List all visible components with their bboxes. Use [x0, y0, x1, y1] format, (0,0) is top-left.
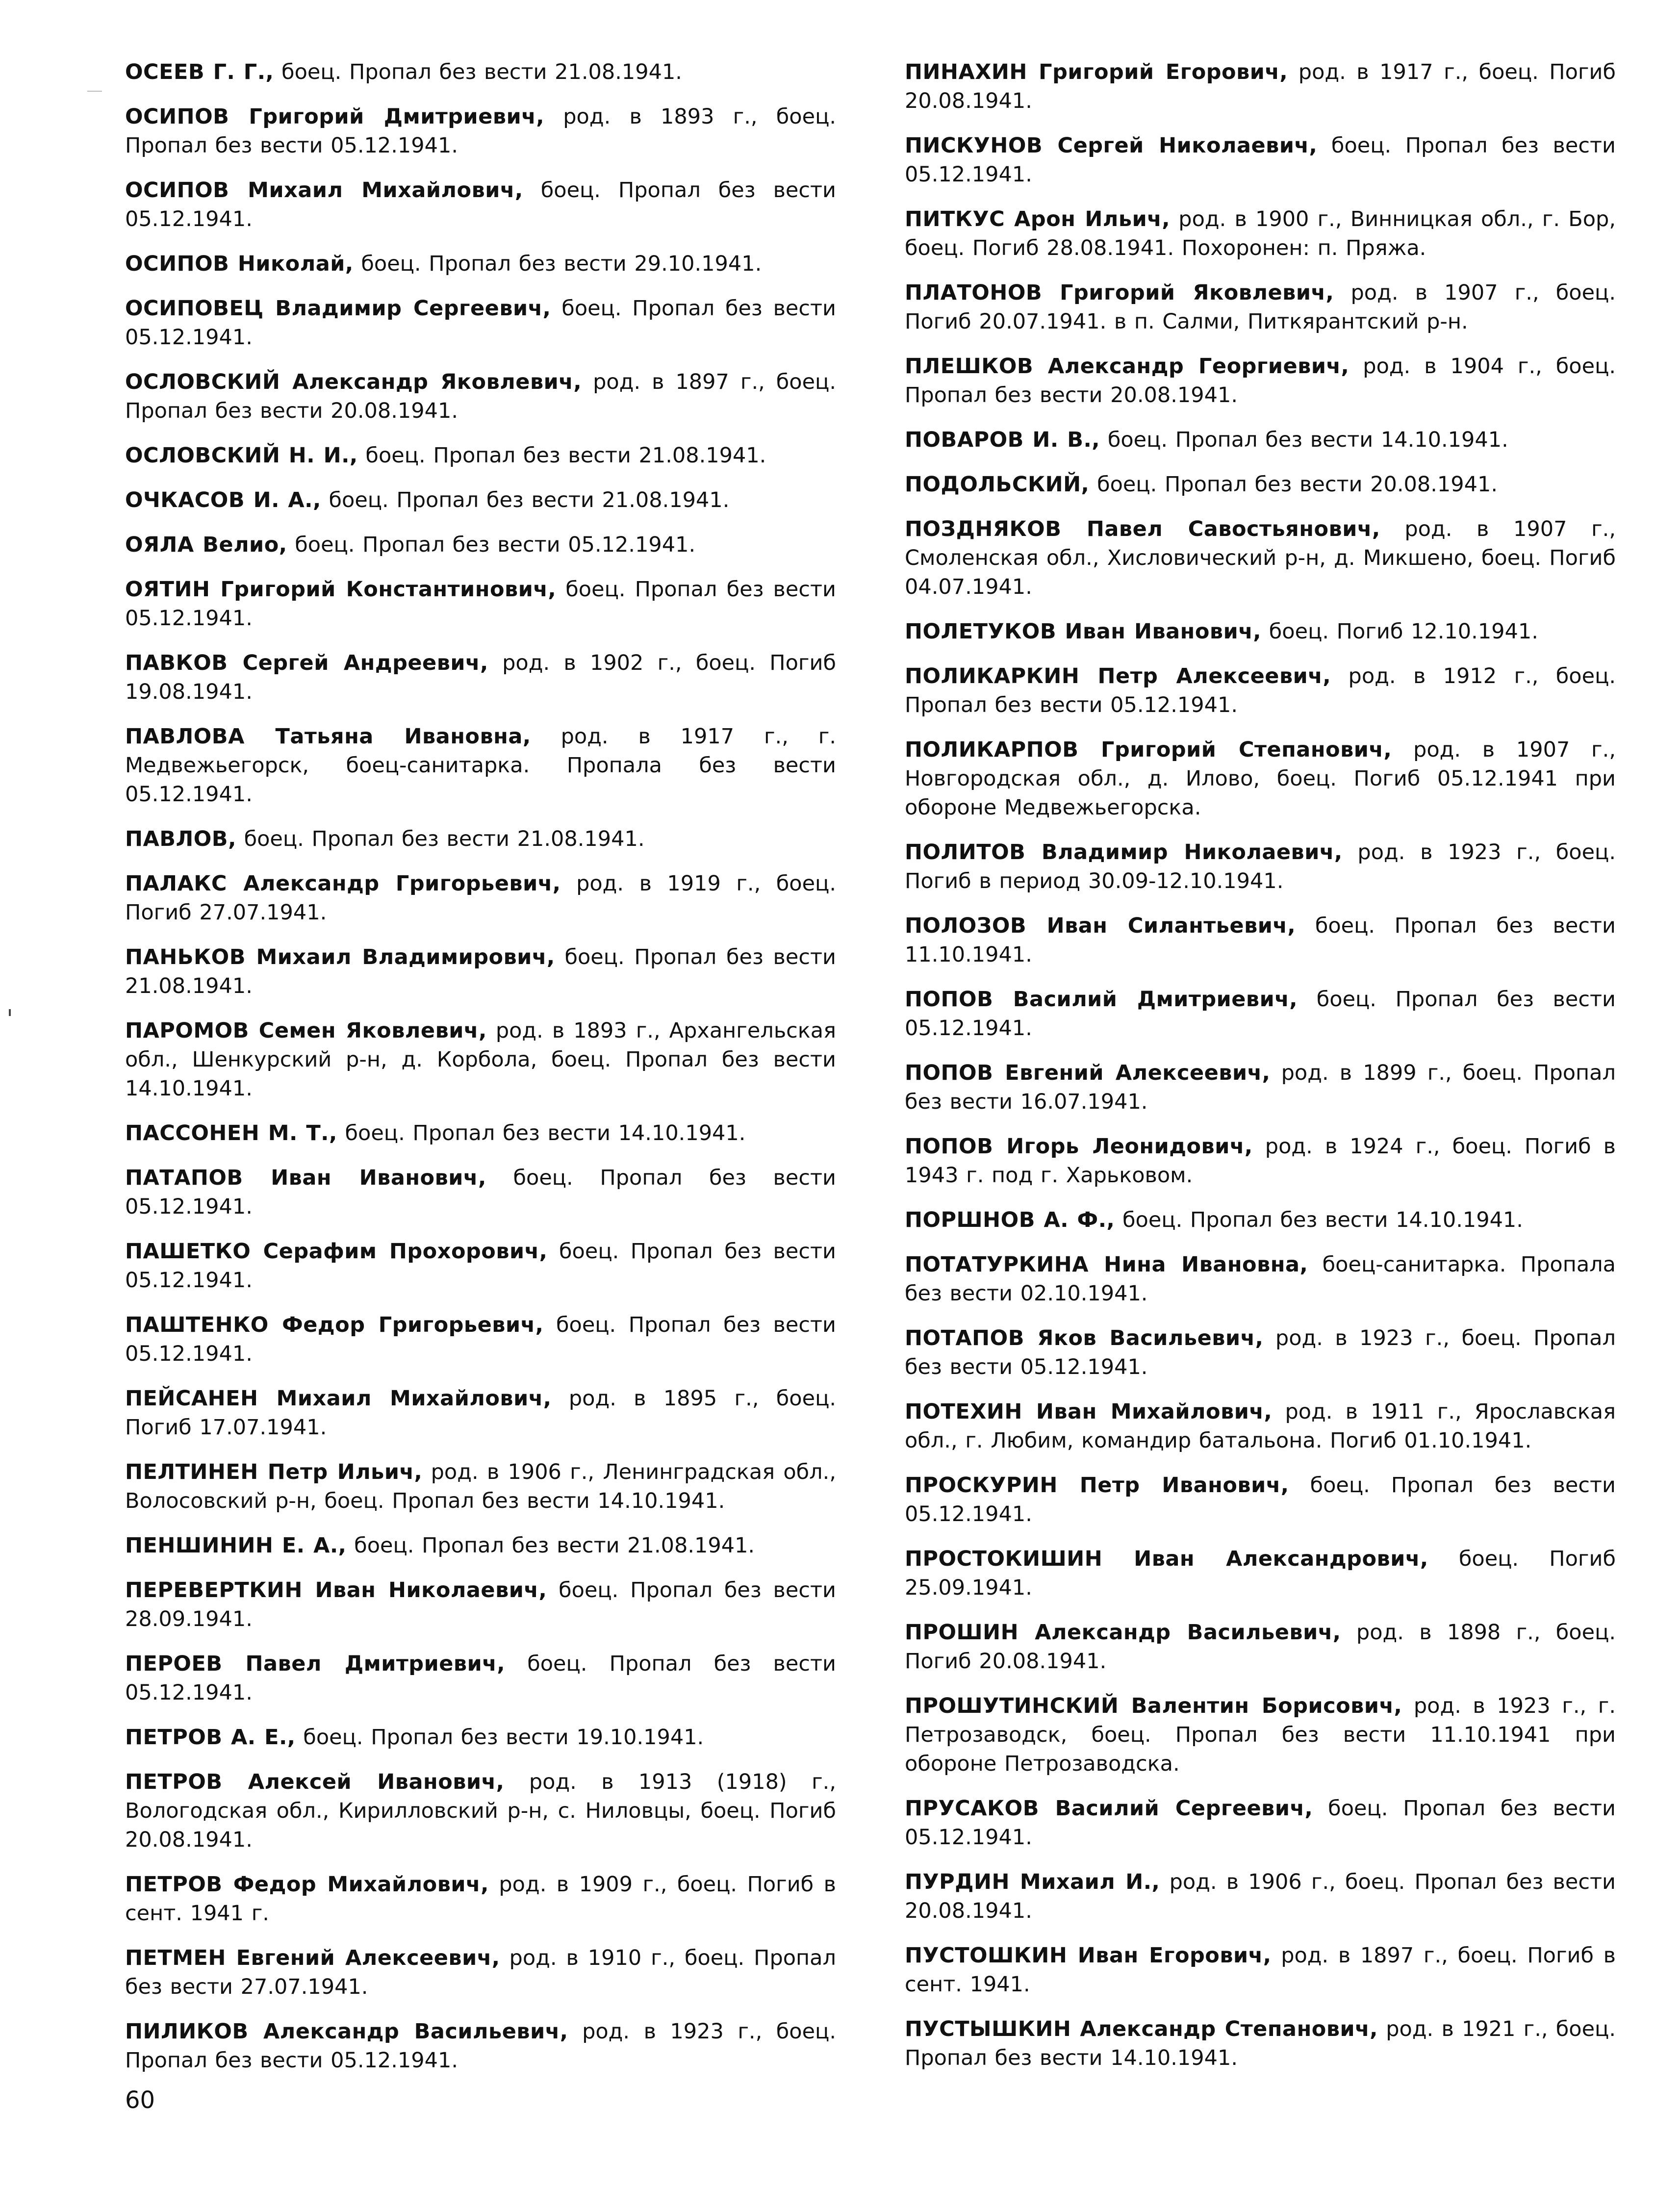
memorial-entry — [905, 515, 1616, 602]
memorial-entry — [905, 1618, 1616, 1676]
memorial-entry — [905, 1059, 1616, 1117]
memorial-entry — [125, 176, 836, 234]
entry-name: ОСИПОВ Михаил Михайлович, — [125, 178, 523, 203]
entry-details: род. в 1923 г., г. Петрозаводск, боец. Пропал без вести 11.10.1941 при обороне Петрозаводска. — [905, 1694, 1616, 1776]
memorial-entry — [125, 531, 836, 559]
entry-details: род. в 1895 г., боец. Погиб 17.07.1941. — [125, 1386, 837, 1440]
memorial-entry — [125, 1531, 836, 1560]
memorial-entry — [905, 736, 1616, 822]
scan-mark — [87, 91, 102, 92]
entry-details: род. в 1912 г., боец. Пропал без вести 05.12.1941. — [905, 664, 1616, 717]
entry-name: ОЯЛА Велио, — [125, 533, 287, 557]
entry-details: боец. Пропал без вести 11.10.1941. — [905, 914, 1616, 967]
entry-name: ПАТАПОВ Иван Иванович, — [125, 1166, 486, 1190]
entry-details: род. в 1917 г., г. Медвежьегорск, боец-санитарка. Пропала без вести 05.12.1941. — [125, 724, 837, 807]
memorial-entry — [905, 205, 1616, 263]
memorial-entry — [905, 1471, 1616, 1529]
entry-name: ПЕТМЕН Евгений Алексеевич, — [125, 1946, 500, 1970]
entry-details: род. в 1921 г., боец. Пропал без вести 14.10.1941. — [905, 2017, 1616, 2070]
memorial-entry — [905, 1132, 1616, 1190]
entry-name: ПАЛАКС Александр Григорьевич, — [125, 871, 561, 896]
entry-details: род. в 1897 г., боец. Пропал без вести 20.08.1941. — [125, 370, 836, 423]
entry-name: ПЕЛТИНЕН Петр Ильич, — [125, 1460, 423, 1484]
entry-details: боец. Пропал без вести 05.12.1941. — [905, 1473, 1616, 1526]
memorial-entry — [125, 1870, 836, 1928]
entry-name: ПОТАТУРКИНА Нина Ивановна, — [905, 1252, 1308, 1277]
entry-name: ПЕРОЕВ Павел Дмитриевич, — [125, 1652, 506, 1676]
entry-details: род. в 1907 г., Смоленская обл., Хисловический р-н, д. Микшено, боец. Погиб 04.07.1941. — [905, 517, 1616, 599]
entry-name: ПЕРЕВЕРТКИН Иван Николаевич, — [125, 1578, 547, 1602]
memorial-entry — [905, 985, 1616, 1043]
entry-name: ПАШТЕНКО Федор Григорьевич, — [125, 1313, 544, 1337]
entry-name: ПАВЛОВА Татьяна Ивановна, — [125, 724, 531, 749]
entry-details: род. в 1924 г., боец. Погиб в 1943 г. под г. Харьковом. — [905, 1134, 1616, 1188]
entry-details: род. в 1917 г., боец. Погиб 20.08.1941. — [905, 60, 1616, 113]
entry-name: ПИНАХИН Григорий Егорович, — [905, 60, 1288, 84]
memorial-entry — [125, 825, 836, 854]
memorial-entry — [125, 1311, 836, 1369]
entry-details: боец. Пропал без вести 21.08.1941. — [236, 827, 645, 851]
entry-name: ОСИПОВ Григорий Дмитриевич, — [125, 104, 545, 129]
entry-details: род. в 1910 г., боец. Пропал без вести 27.07.1941. — [125, 1946, 836, 1999]
entry-name: ПАВКОВ Сергей Андреевич, — [125, 651, 488, 675]
left-column — [125, 58, 836, 2091]
memorial-entry — [905, 131, 1616, 189]
entry-name: ПИТКУС Арон Ильич, — [905, 207, 1171, 231]
memorial-entry — [905, 279, 1616, 336]
memorial-entry — [125, 102, 836, 160]
memorial-entry — [125, 1384, 836, 1442]
entry-name: ПОПОВ Евгений Алексеевич, — [905, 1061, 1271, 1085]
memorial-entry — [905, 1398, 1616, 1455]
entry-details: род. в 1923 г., боец. Пропал без вести 05.12.1941. — [905, 1326, 1616, 1379]
entry-details: боец. Пропал без вести 14.10.1941. — [1115, 1208, 1523, 1232]
entry-details: род. в 1911 г., Ярославская обл., г. Любим, командир батальона. Погиб 01.10.1941. — [905, 1399, 1616, 1453]
memorial-entry — [125, 1576, 836, 1634]
memorial-entry — [125, 1723, 836, 1752]
entry-name: ПУРДИН Михаил И., — [905, 1870, 1160, 1894]
entry-details: боец. Пропал без вести 21.08.1941. — [346, 1533, 755, 1558]
entry-details: боец. Пропал без вести 21.08.1941. — [321, 488, 730, 512]
entry-name: ПРУСАКОВ Василий Сергеевич, — [905, 1796, 1313, 1821]
entry-name: ПУСТЫШКИН Александр Степанович, — [905, 2017, 1378, 2041]
entry-name: ПУСТОШКИН Иван Егорович, — [905, 1943, 1272, 1968]
entry-name: ПЕТРОВ А. Е., — [125, 1725, 296, 1750]
entry-name: ПИСКУНОВ Сергей Николаевич, — [905, 133, 1318, 158]
entry-details: боец. Пропал без вести 21.08.1941. — [125, 945, 836, 998]
entry-details: боец. Погиб 12.10.1941. — [1261, 619, 1538, 644]
entry-details: род. в 1904 г., боец. Пропал без вести 20.08.1941. — [905, 354, 1616, 407]
memorial-entry — [125, 1944, 836, 2002]
entry-details: род. в 1919 г., боец. Погиб 27.07.1941. — [125, 871, 836, 925]
entry-details: боец-санитарка. Пропала без вести 02.10.1941. — [905, 1252, 1616, 1306]
entry-details: боец. Пропал без вести 05.12.1941. — [125, 577, 836, 631]
entry-name: ПАРОМОВ Семен Яковлевич, — [125, 1018, 487, 1043]
entry-name: ПАВЛОВ, — [125, 827, 236, 851]
entry-name: ПОТЕХИН Иван Михайлович, — [905, 1399, 1273, 1424]
entry-details: боец. Пропал без вести 05.12.1941. — [125, 1239, 836, 1293]
entry-details: боец. Пропал без вести 14.10.1941. — [1100, 428, 1508, 452]
memorial-entry — [125, 1017, 836, 1103]
memorial-entry — [125, 1164, 836, 1221]
entry-details: боец. Пропал без вести 05.12.1941. — [125, 1166, 836, 1219]
entry-name: ПОЛОЗОВ Иван Силантьевич, — [905, 914, 1296, 938]
entry-name: ПАССОНЕН М. Т., — [125, 1121, 337, 1145]
memorial-entry — [905, 426, 1616, 455]
memorial-entry — [125, 1119, 836, 1148]
entry-name: ПЕНШИНИН Е. А., — [125, 1533, 347, 1558]
entry-details: боец. Пропал без вести 05.12.1941. — [905, 133, 1616, 187]
entry-name: ПЕЙСАНЕН Михаил Михайлович, — [125, 1386, 552, 1411]
right-column — [905, 58, 1616, 2088]
entry-details: род. в 1893 г., боец. Пропал без вести 05.12.1941. — [125, 104, 837, 158]
entry-name: ПОПОВ Игорь Леонидович, — [905, 1134, 1253, 1159]
memorial-entry — [125, 58, 836, 87]
entry-name: ПОПОВ Василий Дмитриевич, — [905, 987, 1298, 1012]
entry-name: ПЕТРОВ Алексей Иванович, — [125, 1770, 505, 1794]
entry-name: ПОРШНОВ А. Ф., — [905, 1208, 1115, 1232]
entry-details: боец. Пропал без вести 21.08.1941. — [274, 60, 682, 84]
entry-name: ОСИПОВ Николай, — [125, 252, 354, 276]
memorial-entry — [905, 1250, 1616, 1308]
memorial-entry — [125, 943, 836, 1001]
scan-edge-mark — [9, 1009, 11, 1016]
entry-details: боец. Пропал без вести 20.08.1941. — [1089, 472, 1498, 497]
entry-details: боец. Пропал без вести 05.12.1941. — [125, 1652, 836, 1705]
memorial-entry — [905, 1692, 1616, 1779]
entry-details: род. в 1902 г., боец. Погиб 19.08.1941. — [125, 651, 836, 704]
entry-name: ОСЛОВСКИЙ Н. И., — [125, 443, 358, 468]
memorial-entry — [125, 1768, 836, 1855]
memorial-entry — [125, 575, 836, 633]
entry-details: боец. Пропал без вести 14.10.1941. — [337, 1121, 746, 1145]
entry-details: боец. Пропал без вести 05.12.1941. — [125, 1313, 836, 1366]
memorial-entry — [125, 486, 836, 515]
entry-name: ОСИПОВЕЦ Владимир Сергеевич, — [125, 296, 551, 321]
entry-details: род. в 1907 г., Новгородская обл., д. Илово, боец. Погиб 05.12.1941 при обороне Медвежьегорска. — [905, 737, 1616, 820]
memorial-entry — [125, 441, 836, 470]
entry-name: ПРОСТОКИШИН Иван Александрович, — [905, 1547, 1428, 1571]
memorial-entry — [125, 250, 836, 279]
entry-name: ПОЛЕТУКОВ Иван Иванович, — [905, 619, 1262, 644]
memorial-entry — [905, 1941, 1616, 1999]
entry-name: ПОДОЛЬСКИЙ, — [905, 472, 1090, 497]
entry-name: ОСЛОВСКИЙ Александр Яковлевич, — [125, 370, 582, 394]
memorial-entry — [125, 2017, 836, 2075]
memorial-entry — [125, 1237, 836, 1295]
entry-name: ПОЛИКАРКИН Петр Алексеевич, — [905, 664, 1331, 688]
memorial-entry — [125, 368, 836, 426]
entry-name: ПИЛИКОВ Александр Васильевич, — [125, 2019, 568, 2044]
entry-details: боец. Пропал без вести 05.12.1941. — [125, 296, 836, 350]
entry-details: род. в 1923 г., боец. Погиб в период 30.09-12.10.1941. — [905, 840, 1616, 893]
entry-name: ПОЛИКАРПОВ Григорий Степанович, — [905, 737, 1392, 762]
memorial-entry — [125, 1650, 836, 1707]
entry-name: ОЧКАСОВ И. А., — [125, 488, 321, 512]
memorial-entry — [905, 1545, 1616, 1602]
entry-name: ПОТАПОВ Яков Васильевич, — [905, 1326, 1264, 1350]
memorial-entry — [125, 294, 836, 352]
entry-name: ПРОСКУРИН Петр Иванович, — [905, 1473, 1289, 1498]
entry-details: род. в 1898 г., боец. Погиб 20.08.1941. — [905, 1620, 1616, 1674]
entry-name: ПРОШИН Александр Васильевич, — [905, 1620, 1341, 1645]
entry-name: ПЛАТОНОВ Григорий Яковлевич, — [905, 280, 1334, 305]
memorial-entry — [905, 1868, 1616, 1926]
entry-name: ПРОШУТИНСКИЙ Валентин Борисович, — [905, 1694, 1402, 1718]
entry-details: боец. Пропал без вести 05.12.1941. — [905, 1796, 1616, 1850]
entry-name: ОЯТИН Григорий Константинович, — [125, 577, 557, 602]
memorial-entry — [125, 1458, 836, 1516]
entry-name: ПОЛИТОВ Владимир Николаевич, — [905, 840, 1343, 864]
entry-details: боец. Погиб 25.09.1941. — [905, 1547, 1616, 1600]
page-number: 60 — [125, 2086, 155, 2114]
entry-details: боец. Пропал без вести 28.09.1941. — [125, 1578, 836, 1631]
memorial-entry — [125, 869, 836, 927]
entry-details: род. в 1913 (1918) г., Вологодская обл., Кирилловский р-н, с. Ниловцы, боец. Погиб 20.08.1941. — [125, 1770, 836, 1852]
memorial-entry — [125, 722, 836, 809]
entry-name: ОСЕЕВ Г. Г., — [125, 60, 274, 84]
entry-details: боец. Пропал без вести 05.12.1941. — [287, 533, 696, 557]
entry-details: боец. Пропал без вести 05.12.1941. — [905, 987, 1616, 1041]
memorial-entry — [905, 617, 1616, 646]
entry-name: ПОЗДНЯКОВ Павел Савостьянович, — [905, 517, 1380, 541]
entry-details: боец. Пропал без вести 19.10.1941. — [295, 1725, 704, 1750]
entry-details: род. в 1909 г., боец. Погиб в сент. 1941 г. — [125, 1872, 836, 1926]
memorial-entry — [905, 2015, 1616, 2073]
memorial-entry — [125, 649, 836, 707]
entry-details: род. в 1907 г., боец. Погиб 20.07.1941. в п. Салми, Питкярантский р-н. — [905, 280, 1616, 334]
memorial-entry — [905, 662, 1616, 720]
entry-name: ПЕТРОВ Федор Михайлович, — [125, 1872, 489, 1897]
entry-details: род. в 1923 г., боец. Пропал без вести 05.12.1941. — [125, 2019, 836, 2073]
memorial-entry — [905, 58, 1616, 116]
memorial-entry — [905, 1206, 1616, 1235]
memorial-entry — [905, 470, 1616, 499]
memorial-entry — [905, 352, 1616, 410]
memorial-entry — [905, 912, 1616, 969]
entry-details: род. в 1906 г., боец. Пропал без вести 20.08.1941. — [905, 1870, 1616, 1923]
entry-name: ПАНЬКОВ Михаил Владимирович, — [125, 945, 555, 969]
memorial-entry — [905, 1794, 1616, 1852]
entry-details: боец. Пропал без вести 05.12.1941. — [125, 178, 836, 231]
entry-details: род. в 1906 г., Ленинградская обл., Волосовский р-н, боец. Пропал без вести 14.10.1941. — [125, 1460, 837, 1513]
entry-details: род. в 1899 г., боец. Пропал без вести 16.07.1941. — [905, 1061, 1616, 1114]
entry-name: ПЛЕШКОВ Александр Георгиевич, — [905, 354, 1349, 379]
entry-details: род. в 1897 г., боец. Погиб в сент. 1941. — [905, 1943, 1616, 1997]
memorial-entry — [905, 838, 1616, 896]
memorial-entry — [905, 1324, 1616, 1382]
entry-details: боец. Пропал без вести 29.10.1941. — [353, 252, 762, 276]
entry-details: род. в 1900 г., Винницкая обл., г. Бор, боец. Погиб 28.08.1941. Похоронен: п. Пряжа. — [905, 207, 1616, 260]
entry-details: боец. Пропал без вести 21.08.1941. — [357, 443, 766, 468]
entry-details: род. в 1893 г., Архангельская обл., Шенкурский р-н, д. Корбола, боец. Пропал без вести 14.10.1941. — [125, 1018, 836, 1101]
entry-name: ПАШЕТКО Серафим Прохорович, — [125, 1239, 548, 1264]
entry-name: ПОВАРОВ И. В., — [905, 428, 1100, 452]
